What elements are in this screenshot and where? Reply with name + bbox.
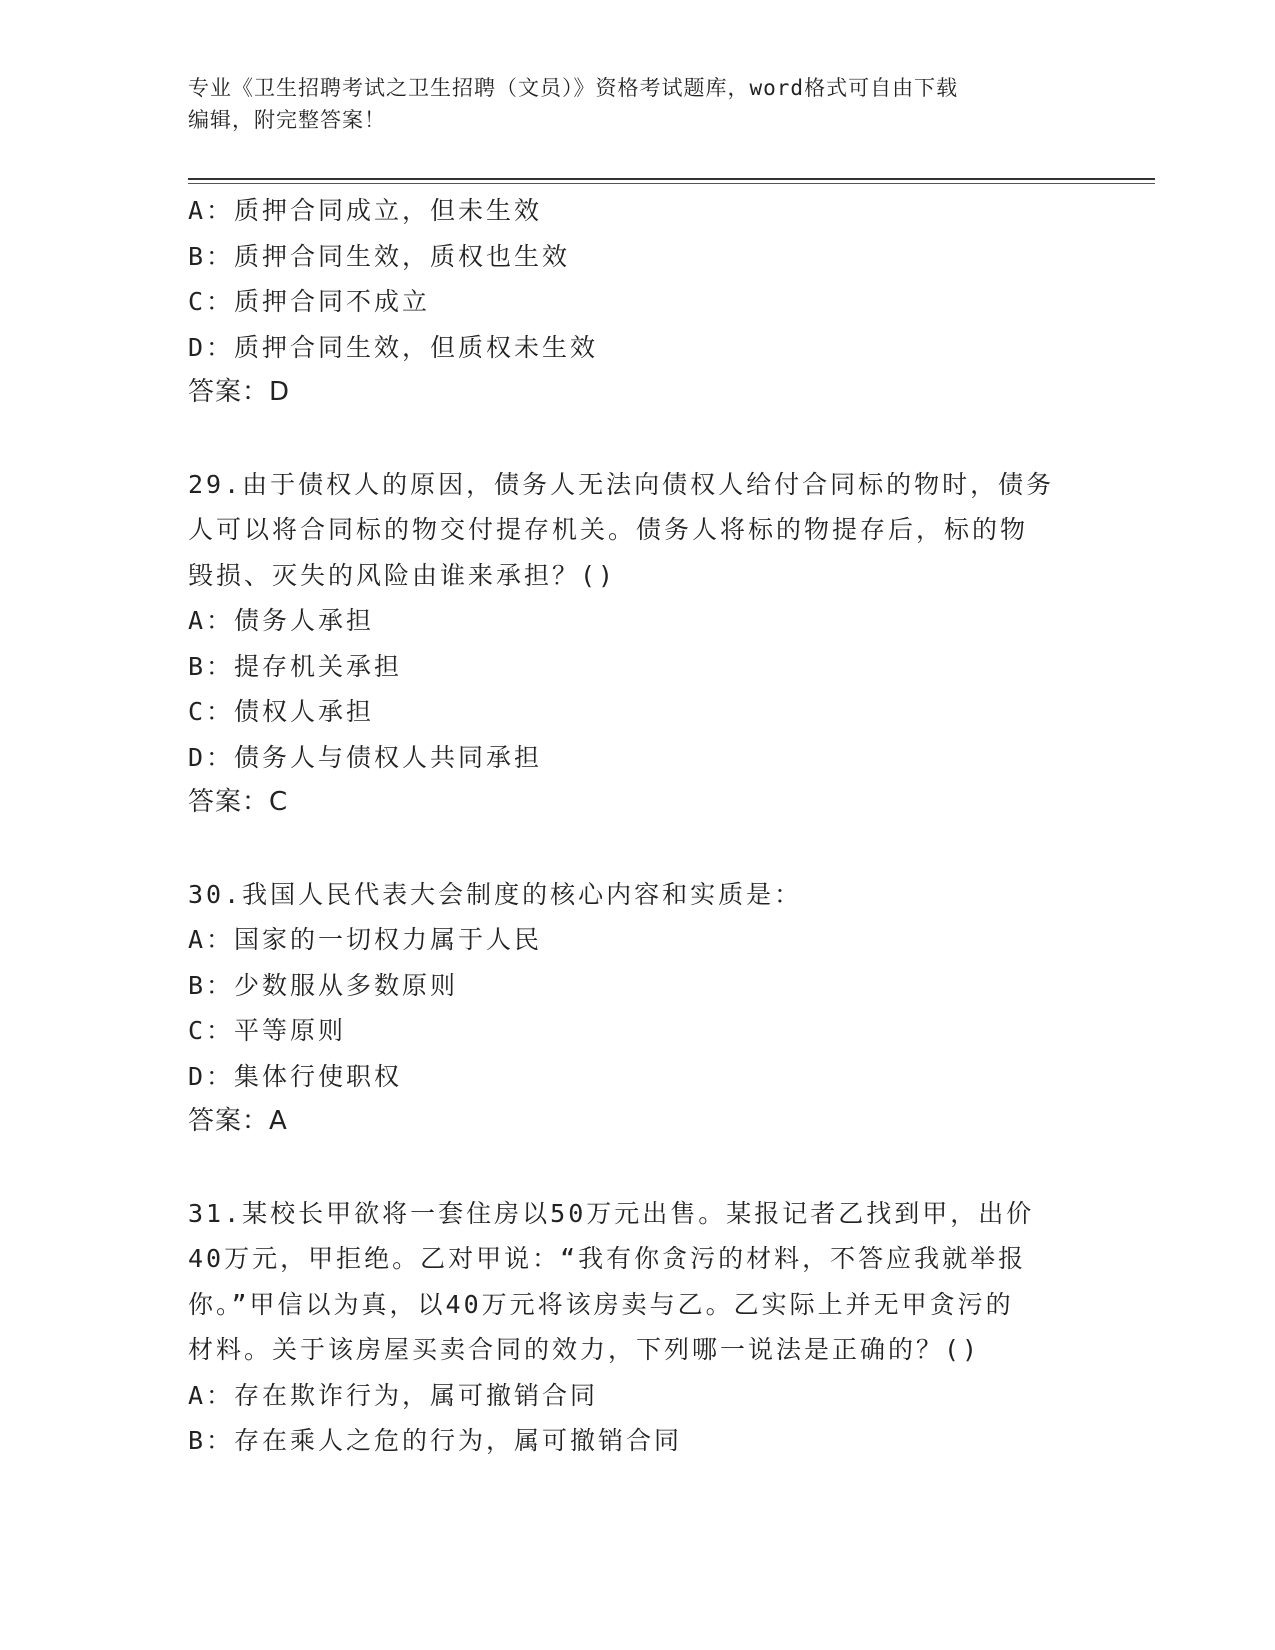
header-line-2: 编辑，附完整答案！ <box>188 108 386 132</box>
question-stem-line: 40万元，甲拒绝。乙对甲说：“我有你贪污的材料，不答应我就举报 <box>188 1244 1027 1273</box>
question-30 <box>188 872 1088 1145</box>
spacer <box>188 826 1088 872</box>
spacer <box>188 416 1088 462</box>
spacer <box>188 1145 1088 1191</box>
answer-line: 答案：A <box>188 1106 288 1136</box>
question-stem-line: 29.由于债权人的原因，债务人无法向债权人给付合同标的物时，债务 <box>188 469 1055 499</box>
question-stem-line: 30.我国人民代表大会制度的核心内容和实质是： <box>188 879 803 909</box>
option-d: D：集体行使职权 <box>188 1061 403 1091</box>
option-b: B：存在乘人之危的行为，属可撤销合同 <box>188 1426 683 1455</box>
answer-line: 答案：D <box>188 377 291 407</box>
option-a: A：国家的一切权力属于人民 <box>188 925 543 954</box>
option-d: D：质押合同生效，但质权未生效 <box>188 332 599 362</box>
option-a: A：存在欺诈行为，属可撤销合同 <box>188 1380 599 1410</box>
page-header <box>188 72 1088 136</box>
question-stem-line: 材料。关于该房屋买卖合同的效力，下列哪一说法是正确的？() <box>188 1335 981 1364</box>
option-c: C：质押合同不成立 <box>188 287 431 316</box>
question-stem-line: 31.某校长甲欲将一套住房以50万元出售。某报记者乙找到甲，出价 <box>188 1198 1035 1228</box>
question-28 <box>188 188 1088 416</box>
question-stem-line: 毁损、灭失的风险由谁来承担？() <box>188 560 617 590</box>
option-d: D：债务人与债权人共同承担 <box>188 742 543 772</box>
question-stem-line: 人可以将合同标的物交付提存机关。债务人将标的物提存后，标的物 <box>188 515 1029 544</box>
option-a: A：债务人承担 <box>188 606 375 635</box>
option-b: B：质押合同生效，质权也生效 <box>188 241 571 271</box>
option-c: C：债权人承担 <box>188 697 375 726</box>
answer-line: 答案：C <box>188 787 289 817</box>
option-a: A：质押合同成立，但未生效 <box>188 196 543 225</box>
option-b: B：提存机关承担 <box>188 651 403 681</box>
header-divider-thin <box>188 183 1155 184</box>
question-stem-line: 你。”甲信以为真，以40万元将该房卖与乙。乙实际上并无甲贪污的 <box>188 1289 1014 1319</box>
option-b: B：少数服从多数原则 <box>188 970 459 1000</box>
option-c: C：平等原则 <box>188 1016 347 1045</box>
header-line-1: 专业《卫生招聘考试之卫生招聘（文员）》资格考试题库，word格式可自由下载 <box>188 76 959 100</box>
question-content <box>188 188 1088 1464</box>
header-divider-thick <box>188 178 1155 180</box>
question-31 <box>188 1191 1088 1464</box>
question-29 <box>188 462 1088 826</box>
